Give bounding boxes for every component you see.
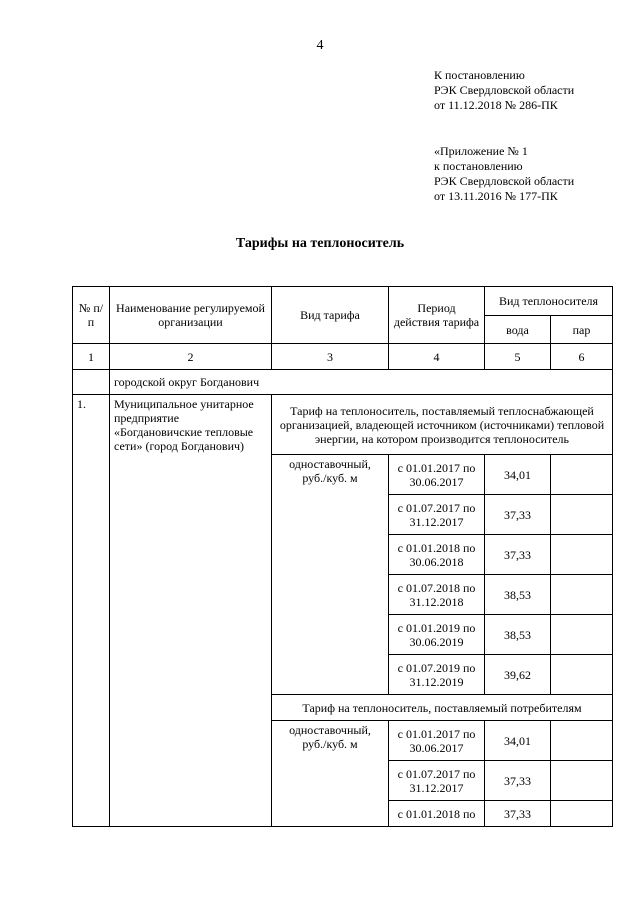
appendix-block bbox=[434, 144, 574, 204]
steam-value bbox=[551, 761, 613, 801]
steam-value bbox=[551, 655, 613, 695]
header-carrier: Вид теплоносителя bbox=[485, 287, 613, 316]
period-cell: с 01.01.2017 по 30.06.2017 bbox=[389, 455, 485, 495]
steam-value bbox=[551, 495, 613, 535]
row-number: 1. bbox=[73, 395, 110, 827]
steam-value bbox=[551, 575, 613, 615]
col-number: 3 bbox=[272, 344, 389, 370]
water-value: 34,01 bbox=[485, 721, 551, 761]
page-number: 4 bbox=[316, 38, 324, 53]
water-value: 37,33 bbox=[485, 801, 551, 827]
header-line: от 11.12.2018 № 286-ПК bbox=[434, 98, 558, 112]
col-number: 2 bbox=[110, 344, 272, 370]
region-empty-cell bbox=[73, 370, 110, 395]
period-cell: с 01.07.2018 по 31.12.2018 bbox=[389, 575, 485, 615]
water-value: 34,01 bbox=[485, 455, 551, 495]
col-number: 6 bbox=[551, 344, 613, 370]
appendix-line: «Приложение № 1 bbox=[434, 144, 528, 158]
period-cell: с 01.01.2019 по 30.06.2019 bbox=[389, 615, 485, 655]
steam-value bbox=[551, 615, 613, 655]
rate-type: одноставочный, руб./куб. м bbox=[272, 721, 389, 827]
organization-name: Муниципальное унитарное предприятие «Богдановичские тепловые сети» (город Богданович) bbox=[110, 395, 272, 827]
water-value: 38,53 bbox=[485, 575, 551, 615]
period-cell: с 01.01.2018 по bbox=[389, 801, 485, 827]
period-cell: с 01.01.2017 по 30.06.2017 bbox=[389, 721, 485, 761]
header-line: РЭК Свердловской области bbox=[434, 83, 575, 97]
appendix-line: к постановлению bbox=[434, 159, 523, 173]
header-org: Наименование регулируемой организации bbox=[110, 287, 272, 344]
water-value: 37,33 bbox=[485, 761, 551, 801]
tariff-table bbox=[72, 286, 613, 827]
water-value: 39,62 bbox=[485, 655, 551, 695]
appendix-line: РЭК Свердловской области bbox=[434, 174, 575, 188]
period-cell: с 01.07.2017 по 31.12.2017 bbox=[389, 495, 485, 535]
header-steam: пар bbox=[551, 316, 613, 344]
steam-value bbox=[551, 801, 613, 827]
water-value: 38,53 bbox=[485, 615, 551, 655]
col-number: 4 bbox=[389, 344, 485, 370]
header-block bbox=[434, 68, 574, 113]
appendix-line: от 13.11.2016 № 177-ПК bbox=[434, 189, 558, 203]
header-tariff-type: Вид тарифа bbox=[272, 287, 389, 344]
header-water: вода bbox=[485, 316, 551, 344]
steam-value bbox=[551, 535, 613, 575]
section-title: Тариф на теплоноситель, поставляемый потребителям bbox=[272, 695, 613, 721]
col-number: 1 bbox=[73, 344, 110, 370]
water-value: 37,33 bbox=[485, 535, 551, 575]
water-value: 37,33 bbox=[485, 495, 551, 535]
header-line: К постановлению bbox=[434, 68, 525, 82]
section-title: Тариф на теплоноситель, поставляемый теплоснабжающей организацией, владеющей источником (источниками) тепловой энергии, на котором производится теплоноситель bbox=[272, 395, 613, 455]
region-name: городской округ Богданович bbox=[110, 370, 613, 395]
steam-value bbox=[551, 721, 613, 761]
period-cell: с 01.01.2018 по 30.06.2018 bbox=[389, 535, 485, 575]
header-num: № п/п bbox=[73, 287, 110, 344]
document-title: Тарифы на теплоноситель bbox=[235, 236, 405, 251]
period-cell: с 01.07.2017 по 31.12.2017 bbox=[389, 761, 485, 801]
period-cell: с 01.07.2019 по 31.12.2019 bbox=[389, 655, 485, 695]
rate-type: одноставочный, руб./куб. м bbox=[272, 455, 389, 695]
steam-value bbox=[551, 455, 613, 495]
col-number: 5 bbox=[485, 344, 551, 370]
header-period: Период действия тарифа bbox=[389, 287, 485, 344]
